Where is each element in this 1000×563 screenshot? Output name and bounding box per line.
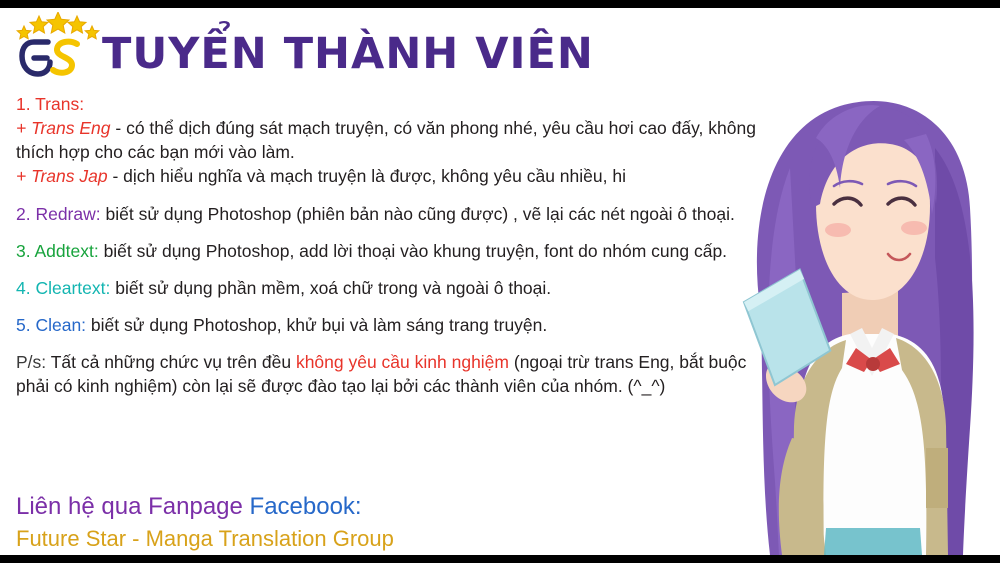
section-clean: [16, 313, 776, 337]
section-addtext-text: biết sử dụng Photoshop, add lời thoại vào khung truyện, font do nhóm cung cấp.: [98, 240, 728, 261]
trans-eng-label: + Trans Eng: [16, 118, 111, 139]
page-title: TUYỂN THÀNH VIÊN: [102, 29, 594, 79]
contact-prefix: Liên hệ qua Fanpage: [16, 493, 250, 520]
section-trans: [16, 92, 776, 189]
facebook-link[interactable]: Facebook:: [249, 493, 362, 520]
contact-block: [16, 492, 776, 554]
bottom-black-bar: [0, 555, 1000, 563]
group-name: Future Star - Manga Translation Group: [16, 526, 394, 551]
contact-fanpage-line: [16, 492, 776, 522]
anime-girl-illustration: [730, 8, 1000, 555]
top-black-bar: [0, 0, 1000, 8]
section-redraw-text: biết sử dụng Photoshop (phiên bản nào cũng được) , vẽ lại các nét ngoài ô thoại.: [100, 203, 735, 224]
section-addtext-heading: 3. Addtext:: [16, 240, 99, 261]
section-clean-text: biết sử dụng Photoshop, khử bụi và làm sáng trang truyện.: [86, 314, 548, 335]
header: [14, 12, 594, 84]
section-cleartext-heading: 4. Cleartext:: [16, 277, 111, 298]
section-trans-heading: 1. Trans:: [16, 94, 85, 114]
section-redraw-heading: 2. Redraw:: [16, 203, 101, 224]
ps-highlight: không yêu cầu kinh nghiệm: [295, 352, 509, 373]
trans-jap-label: + Trans Jap: [16, 166, 108, 187]
ps-part2: (ngoại trừ trans Eng, bắt buộc phải có kinh nghiệm) còn lại sẽ được đào tạo lại bởi các thành viên của nhóm. (^_^): [16, 352, 747, 397]
trans-jap-text: - dịch hiểu nghĩa và mạch truyện là được, không yêu cầu nhiều, hi: [107, 166, 626, 187]
section-cleartext-text: biết sử dụng phần mềm, xoá chữ trong và ngoài ô thoại.: [110, 277, 552, 298]
ps-part1: Tất cả những chức vụ trên đều: [46, 352, 296, 373]
section-addtext: [16, 239, 776, 263]
section-clean-heading: 5. Clean:: [16, 314, 87, 335]
section-trans-line-eng: [16, 116, 776, 164]
section-ps: [16, 350, 776, 398]
section-trans-line-jap: [16, 164, 776, 188]
requirements-list: [16, 92, 776, 411]
section-redraw: [16, 202, 776, 226]
section-cleartext: [16, 276, 776, 300]
ps-label: P/s:: [16, 352, 47, 373]
trans-eng-text: - có thể dịch đúng sát mạch truyện, có văn phong nhé, yêu cầu hơi cao đấy, không thích hợp cho các bạn mới vào làm.: [16, 118, 756, 163]
future-star-logo-icon: [14, 12, 102, 84]
